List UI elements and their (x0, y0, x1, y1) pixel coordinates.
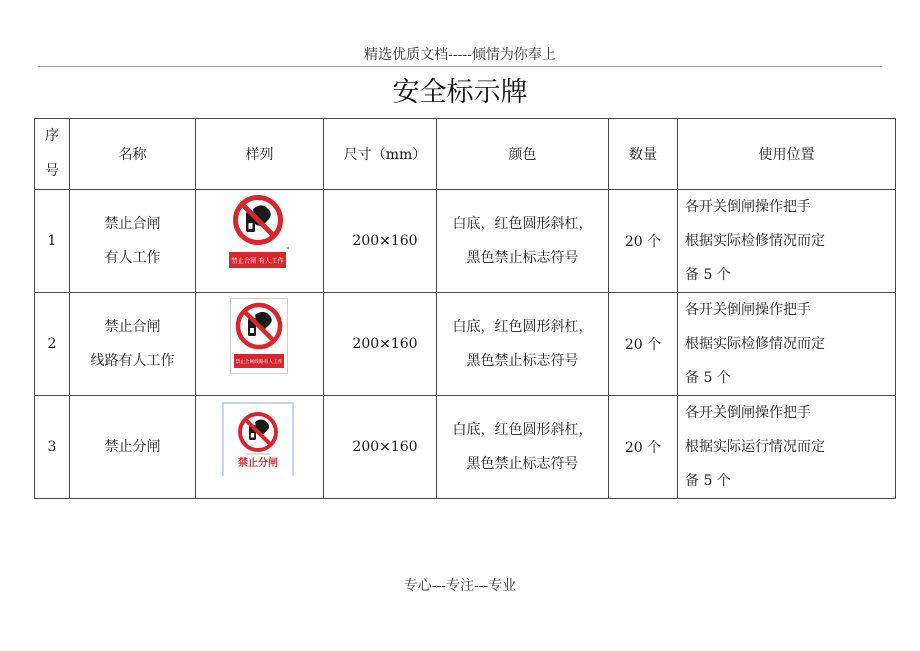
sign-location-line: 根据实际运行情况而定 (685, 439, 825, 455)
sign-color-line: 白底，红色圆形斜杠， (452, 216, 593, 232)
sign-location-line: 备 5 个 (685, 267, 731, 283)
table-header-row (35, 119, 896, 190)
sign-name-line: 禁止合闸 (104, 319, 161, 335)
sign-location-line: 各开关倒闸操作把手 (685, 302, 811, 318)
sign-size: 200×160 (324, 396, 437, 499)
row-number: 2 (35, 293, 70, 396)
table-row (35, 293, 896, 396)
sign-small-print (246, 453, 270, 455)
sign-location (678, 190, 896, 293)
sign-color-line: 白底，红色圆形斜杠， (452, 422, 593, 438)
no-closing-line-work-sign-image (230, 298, 288, 374)
sign-name-line: 禁止合闸 (104, 216, 161, 232)
page-title: 安全标示牌 (392, 77, 528, 108)
header-color: 颜色 (437, 119, 609, 190)
sign-qty: 20 个 (609, 293, 678, 396)
sign-color-line: 白底，红色圆形斜杠， (452, 319, 593, 335)
sign-size: 200×160 (324, 190, 437, 293)
sign-corner-mark (287, 247, 290, 249)
table-row (35, 190, 896, 293)
sign-color (437, 293, 609, 396)
table-row (35, 396, 896, 499)
row-number: 1 (35, 190, 70, 293)
header-name: 名称 (70, 119, 196, 190)
sign-sample (196, 396, 324, 499)
page-footer: 专心---专注---专业 (403, 578, 517, 594)
safety-sign-table (34, 118, 896, 499)
no-opening-sign-image (222, 402, 294, 476)
sign-sample (196, 190, 324, 293)
sign-name (70, 293, 196, 396)
sign-name-line: 有人工作 (104, 250, 161, 266)
sign-name (70, 190, 196, 293)
sign-caption: 禁止分闸 (238, 458, 278, 469)
sign-color-line: 黑色禁止标志符号 (466, 250, 579, 266)
sign-location-line: 根据实际检修情况而定 (685, 336, 825, 352)
sign-location-line: 备 5 个 (685, 370, 731, 386)
sign-location-line: 各开关倒闸操作把手 (685, 199, 811, 215)
sign-color-line: 黑色禁止标志符号 (466, 456, 579, 472)
no-closing-sign-image (226, 194, 290, 272)
sign-qty: 20 个 (609, 190, 678, 293)
header-divider (38, 66, 882, 67)
sign-location-line: 备 5 个 (685, 473, 731, 489)
header-no-label: 序号 (45, 128, 59, 179)
sign-qty: 20 个 (609, 396, 678, 499)
header-size: 尺寸（mm） (324, 119, 437, 190)
sign-location-line: 各开关倒闸操作把手 (685, 405, 811, 421)
sign-color-line: 黑色禁止标志符号 (466, 353, 579, 369)
sign-color (437, 190, 609, 293)
sign-location (678, 293, 896, 396)
sign-location (678, 396, 896, 499)
row-number: 3 (35, 396, 70, 499)
sign-color (437, 396, 609, 499)
header-qty: 数量 (609, 119, 678, 190)
header-sample: 样列 (196, 119, 324, 190)
header-location: 使用位置 (678, 119, 896, 190)
sign-name (70, 396, 196, 499)
top-note: 精选优质文档-----倾情为你奉上 (364, 47, 556, 63)
sign-size: 200×160 (324, 293, 437, 396)
sign-sample (196, 293, 324, 396)
header-no (35, 119, 70, 190)
sign-name-line: 线路有人工作 (90, 353, 175, 369)
sign-name-line: 禁止分闸 (104, 439, 161, 455)
sign-caption: 禁止合闸 有人工作 (231, 257, 284, 265)
sign-location-line: 根据实际检修情况而定 (685, 233, 825, 249)
sign-caption: 禁止合闸线路有人工作 (235, 360, 283, 365)
